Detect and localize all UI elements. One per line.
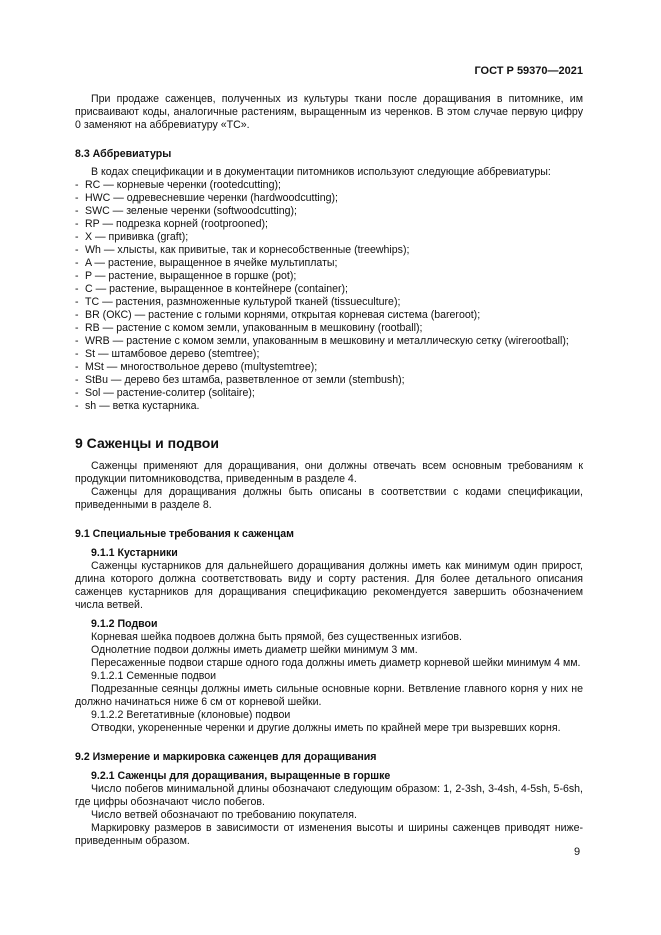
section-9-1-2-2-text: Отводки, укорененные черенки и другие должны иметь по крайней мере три вызревших корня. — [91, 722, 561, 734]
list-item: - X — прививка (graft); — [75, 231, 583, 244]
list-item: - MSt — многоствольное дерево (multystemtree); — [75, 361, 583, 374]
section-9-2-1-title: 9.2.1 Саженцы для доращивания, выращенные в горшке — [91, 770, 391, 782]
section-9-1-2-paragraph-2: Однолетние подвои должны иметь диаметр шейки минимум 3 мм. — [91, 644, 418, 656]
section-9-2-title: 9.2 Измерение и маркировка саженцев для доращивания — [75, 751, 377, 763]
list-item: - Wh — хлысты, как привитые, так и корнесобственные (treewhips); — [75, 244, 583, 257]
section-9-paragraph-2: Саженцы для доращивания должны быть описаны в соответствии с кодами спецификации, приведенными в разделе 8. — [75, 486, 583, 511]
intro-paragraph: При продаже саженцев, полученных из культуры ткани после доращивания в питомнике, им присваивают коды, аналогичные растениям, выращенным из черенков. В этом случае первую цифру 0 заменяют на аббревиатуру «ТС». — [75, 93, 583, 131]
section-9-1-title: 9.1 Специальные требования к саженцам — [75, 528, 294, 540]
list-item: - HWC — одревесневшие черенки (hardwoodcutting); — [75, 192, 583, 205]
list-item: - StBu — дерево без штамба, разветвленное от земли (stembush); — [75, 374, 583, 387]
list-item: - TC — растения, размноженные культурой тканей (tissueculture); — [75, 296, 583, 309]
section-8-3-title: 8.3 Аббревиатуры — [75, 148, 172, 160]
page-content — [75, 93, 583, 848]
section-9-1-2-paragraph-3: Пересаженные подвои старше одного года должны иметь диаметр корневой шейки минимум 4 мм. — [91, 657, 581, 669]
section-9-1-2-title: 9.1.2 Подвои — [91, 618, 158, 630]
section-9-1-2-1-title: 9.1.2.1 Семенные подвои — [91, 670, 217, 682]
page-number: 9 — [574, 846, 581, 858]
section-9-1-2-paragraph-1: Корневая шейка подвоев должна быть прямой, без существенных изгибов. — [91, 631, 462, 643]
list-item: - WRB — растение с комом земли, упакованным в мешковину и металлическую сетку (wirerootball); — [75, 335, 583, 348]
list-item: - St — штамбовое дерево (stemtree); — [75, 348, 583, 361]
section-9-paragraph-1: Саженцы применяют для доращивания, они должны отвечать всем основным требованиям к продукции питомниководства, приведенным в разделе 4. — [75, 460, 583, 485]
list-item: - SWC — зеленые черенки (softwoodcutting); — [75, 205, 583, 218]
abbreviations-intro: В кодах спецификации и в документации питомников используют следующие аббревиатуры: — [91, 166, 551, 178]
document-id-header: ГОСТ Р 59370—2021 — [474, 65, 583, 77]
section-9-2-1-paragraph-2: Число ветвей обозначают по требованию покупателя. — [91, 809, 357, 821]
list-item: - C — растение, выращенное в контейнере (container); — [75, 283, 583, 296]
section-9-1-1-text: Саженцы кустарников для дальнейшего доращивания должны иметь как минимум один прирост, длина которого должна соответствовать виду и сорту растения. Для более детального описания саженцев кустарников для доращивания спецификацию рекомендуется завершить обозначением числа ветвей. — [75, 560, 583, 611]
section-9-1-1-title: 9.1.1 Кустарники — [91, 547, 178, 559]
list-item: - Sol — растение-солитер (solitaire); — [75, 387, 583, 400]
list-item: - P — растение, выращенное в горшке (pot); — [75, 270, 583, 283]
list-item: - A — растение, выращенное в ячейке мультиплаты; — [75, 257, 583, 270]
abbreviations-list — [75, 179, 583, 413]
section-9-1-2-2-title: 9.1.2.2 Вегетативные (клоновые) подвои — [91, 709, 291, 721]
section-9-title: 9 Саженцы и подвои — [75, 435, 219, 451]
section-9-2-1-paragraph-1: Число побегов минимальной длины обозначают следующим образом: 1, 2-3sh, 3-4sh, 4-5sh, 5-6sh, где цифры обозначают число побегов. — [75, 783, 583, 808]
list-item: - RP — подрезка корней (rootprooned); — [75, 218, 583, 231]
section-9-1-2-1-text: Подрезанные сеянцы должны иметь сильные основные корни. Ветвление главного корня у них не должно начинаться ниже 6 см от корневой шейки. — [75, 683, 583, 708]
list-item: - sh — ветка кустарника. — [75, 400, 583, 413]
list-item: - RB — растение с комом земли, упакованным в мешковину (rootball); — [75, 322, 583, 335]
list-item: - RC — корневые черенки (rootedcutting); — [75, 179, 583, 192]
section-9-2-1-paragraph-3: Маркировку размеров в зависимости от изменения высоты и ширины саженцев приводят ниже-приведенным образом. — [75, 822, 583, 847]
list-item: - BR (ОКС) — растение с голыми корнями, открытая корневая система (bareroot); — [75, 309, 583, 322]
